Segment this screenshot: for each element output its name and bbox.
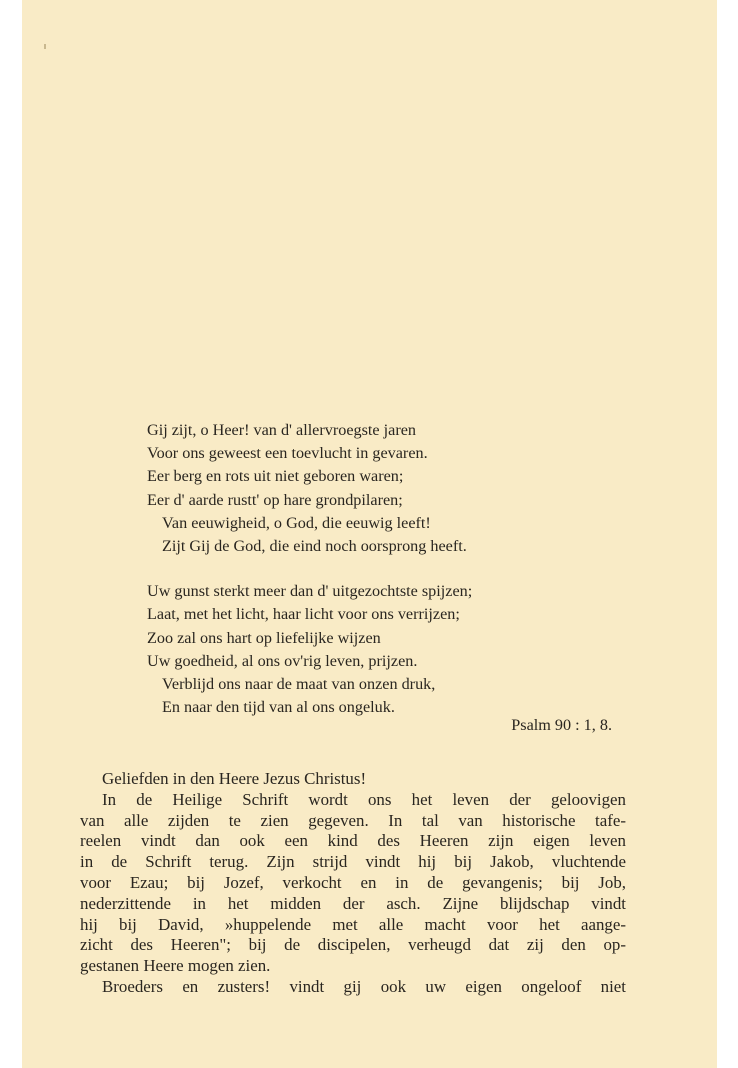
page-speck (44, 44, 46, 49)
verse-line: Van eeuwigheid, o God, die eeuwig leeft! (162, 513, 431, 532)
verse-line: Verblijd ons naar de maat van onzen druk, (162, 675, 436, 694)
verse-line: Laat, met het licht, haar licht voor ons verrijzen; (147, 605, 460, 624)
text-line: reelen vindt dan ook een kind des Heeren zijn eigen leven (80, 831, 626, 851)
psalm-verse (147, 419, 617, 719)
text-line: van alle zijden te zien gegeven. In tal van historische tafe- (80, 810, 626, 830)
book-page (22, 0, 717, 1068)
text-line: hij bij David, »huppelende met alle macht voor het aange- (80, 914, 626, 934)
sermon-text (80, 769, 626, 998)
text-line: Broeders en zusters! vindt gij ook uw eigen ongeloof niet (102, 976, 626, 996)
text-line: gestanen Heere mogen zien. (80, 956, 271, 976)
verse-line: Zijt Gij de God, die eind noch oorsprong heeft. (162, 537, 467, 556)
verse-line: En naar den tijd van al ons ongeluk. (162, 698, 395, 717)
text-line: nederzittende in het midden der asch. Zijne blijdschap vindt (80, 893, 626, 913)
text-line: zicht des Heeren"; bij de discipelen, verheugd dat zij den op- (80, 935, 626, 955)
salutation: Geliefden in den Heere Jezus Christus! (102, 769, 367, 788)
verse-line: Gij zijt, o Heer! van d' allervroegste jaren (147, 421, 416, 439)
verse-line: Uw goedheid, al ons ov'rig leven, prijzen. (147, 651, 418, 670)
text-line: in de Schrift terug. Zijn strijd vindt hij bij Jakob, vluchtende (80, 852, 626, 872)
text-line: voor Ezau; bij Jozef, verkocht en in de gevangenis; bij Job, (80, 872, 626, 892)
text-line: In de Heilige Schrift wordt ons het leven der geloovigen (102, 789, 626, 809)
verse-line: Zoo zal ons hart op liefelijke wijzen (147, 628, 381, 647)
verse-line: Uw gunst sterkt meer dan d' uitgezochtste spijzen; (147, 582, 473, 601)
stanza-gap (147, 558, 617, 580)
psalm-attribution: Psalm 90 : 1, 8. (511, 716, 612, 734)
verse-line: Eer d' aarde rustt' op hare grondpilaren; (147, 490, 403, 509)
verse-line: Eer berg en rots uit niet geboren waren; (147, 467, 404, 486)
verse-line: Voor ons geweest een toevlucht in gevaren. (147, 444, 428, 463)
